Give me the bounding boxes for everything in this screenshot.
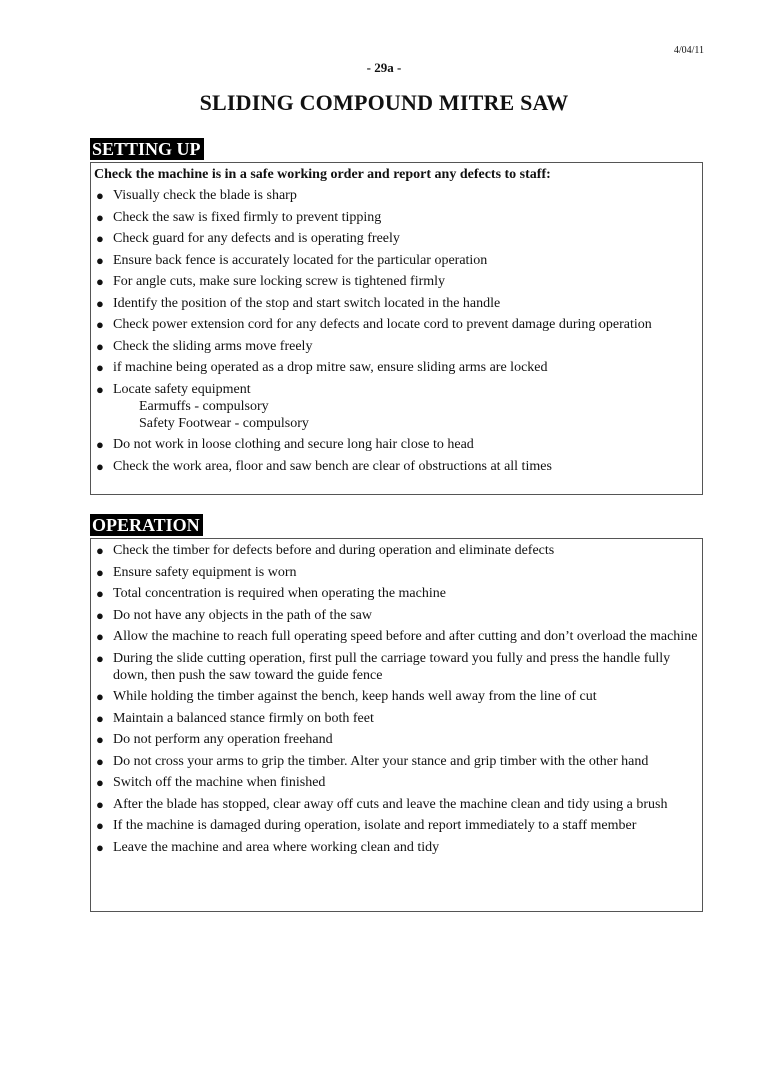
list-item: ● Switch off the machine when finished [96,775,326,790]
list-item: ● If the machine is damaged during operation, isolate and report immediately to a staff member [96,818,637,833]
bullet-icon: ● [96,629,104,644]
bullet-icon: ● [96,317,104,332]
list-item: ● Ensure safety equipment is worn [96,564,297,580]
list-item: ● Do not have any objects in the path of the saw [96,607,372,623]
list-item: ● Allow the machine to reach full operating speed before and after cutting and don’t overload the machine [96,629,698,644]
bullet-icon: ● [96,710,104,726]
list-item: ● Visually check the blade is sharp [96,188,297,203]
bullet-icon: ● [96,586,104,601]
list-item: ● Locate safety equipment Earmuffs - compulsory Safety Footwear - compulsory [94,381,698,432]
bullet-icon: ● [96,775,104,790]
bullet-icon: ● [96,796,104,812]
setting-up-box [90,162,703,495]
bullet-icon: ● [96,231,104,246]
safety-equipment-earmuffs: Earmuffs - compulsory [139,398,269,414]
list-item: ● While holding the timber against the bench, keep hands well away from the line of cut [96,689,597,704]
safety-equipment-footwear: Safety Footwear - compulsory [139,415,309,431]
setting-up-intro: Check the machine is in a safe working order and report any defects to staff: [94,167,551,182]
page-title: SLIDING COMPOUND MITRE SAW [199,90,569,115]
list-item: ● Ensure back fence is accurately located for the particular operation [96,252,488,268]
operation-heading: OPERATION [90,514,203,536]
list-item: ● Check the saw is fixed firmly to prevent tipping [96,209,382,225]
bullet-icon: ● [96,295,104,311]
bullet-icon: ● [96,338,104,354]
bullet-icon: ● [96,543,104,558]
document-date: 4/04/11 [673,45,704,56]
bullet-icon: ● [96,650,104,666]
bullet-icon: ● [96,607,104,623]
list-item: ● Check the work area, floor and saw bench are clear of obstructions at all times [96,458,552,474]
page-number: - 29a - [366,60,402,75]
bullet-icon: ● [96,381,104,397]
list-item: ● Maintain a balanced stance firmly on both feet [96,710,374,726]
bullet-icon: ● [96,360,104,375]
bullet-icon: ● [96,437,104,452]
bullet-icon: ● [96,753,104,769]
list-item: ● After the blade has stopped, clear away off cuts and leave the machine clean and tidy using a brush [96,796,668,812]
bullet-icon: ● [96,188,104,203]
list-item: ● Do not cross your arms to grip the timber. Alter your stance and grip timber with the other hand [96,753,649,769]
list-item: ● Check guard for any defects and is operating freely [96,231,400,246]
list-item: ● Total concentration is required when operating the machine [96,586,446,601]
bullet-icon: ● [96,274,104,289]
bullet-icon: ● [96,252,104,268]
list-item: ● Leave the machine and area where working clean and tidy [96,839,440,855]
bullet-icon: ● [96,689,104,704]
bullet-icon: ● [96,209,104,225]
setting-up-list [94,187,698,475]
bullet-icon: ● [96,458,104,474]
list-item: ● Do not work in loose clothing and secure long hair close to head [96,437,474,452]
bullet-icon: ● [96,732,104,747]
list-item: ● During the slide cutting operation, first pull the carriage toward you fully and press the handle fully down, then push the saw toward the guide fence [96,650,671,683]
list-item: ● Check the sliding arms move freely [96,338,313,354]
list-item: ● Do not perform any operation freehand [96,732,333,747]
list-item: ● if machine being operated as a drop mitre saw, ensure sliding arms are locked [96,360,548,375]
list-item: ● For angle cuts, make sure locking screw is tightened firmly [96,274,446,289]
bullet-icon: ● [96,818,104,833]
bullet-icon: ● [96,839,104,855]
list-item: ● Check power extension cord for any defects and locate cord to prevent damage during operation [96,317,652,332]
operation-list [94,542,698,856]
list-item: ● Identify the position of the stop and start switch located in the handle [96,295,501,311]
bullet-icon: ● [96,564,104,580]
setting-up-heading: SETTING UP [90,138,204,160]
operation-box [90,538,703,912]
list-item: ● Check the timber for defects before and during operation and eliminate defects [96,543,555,558]
